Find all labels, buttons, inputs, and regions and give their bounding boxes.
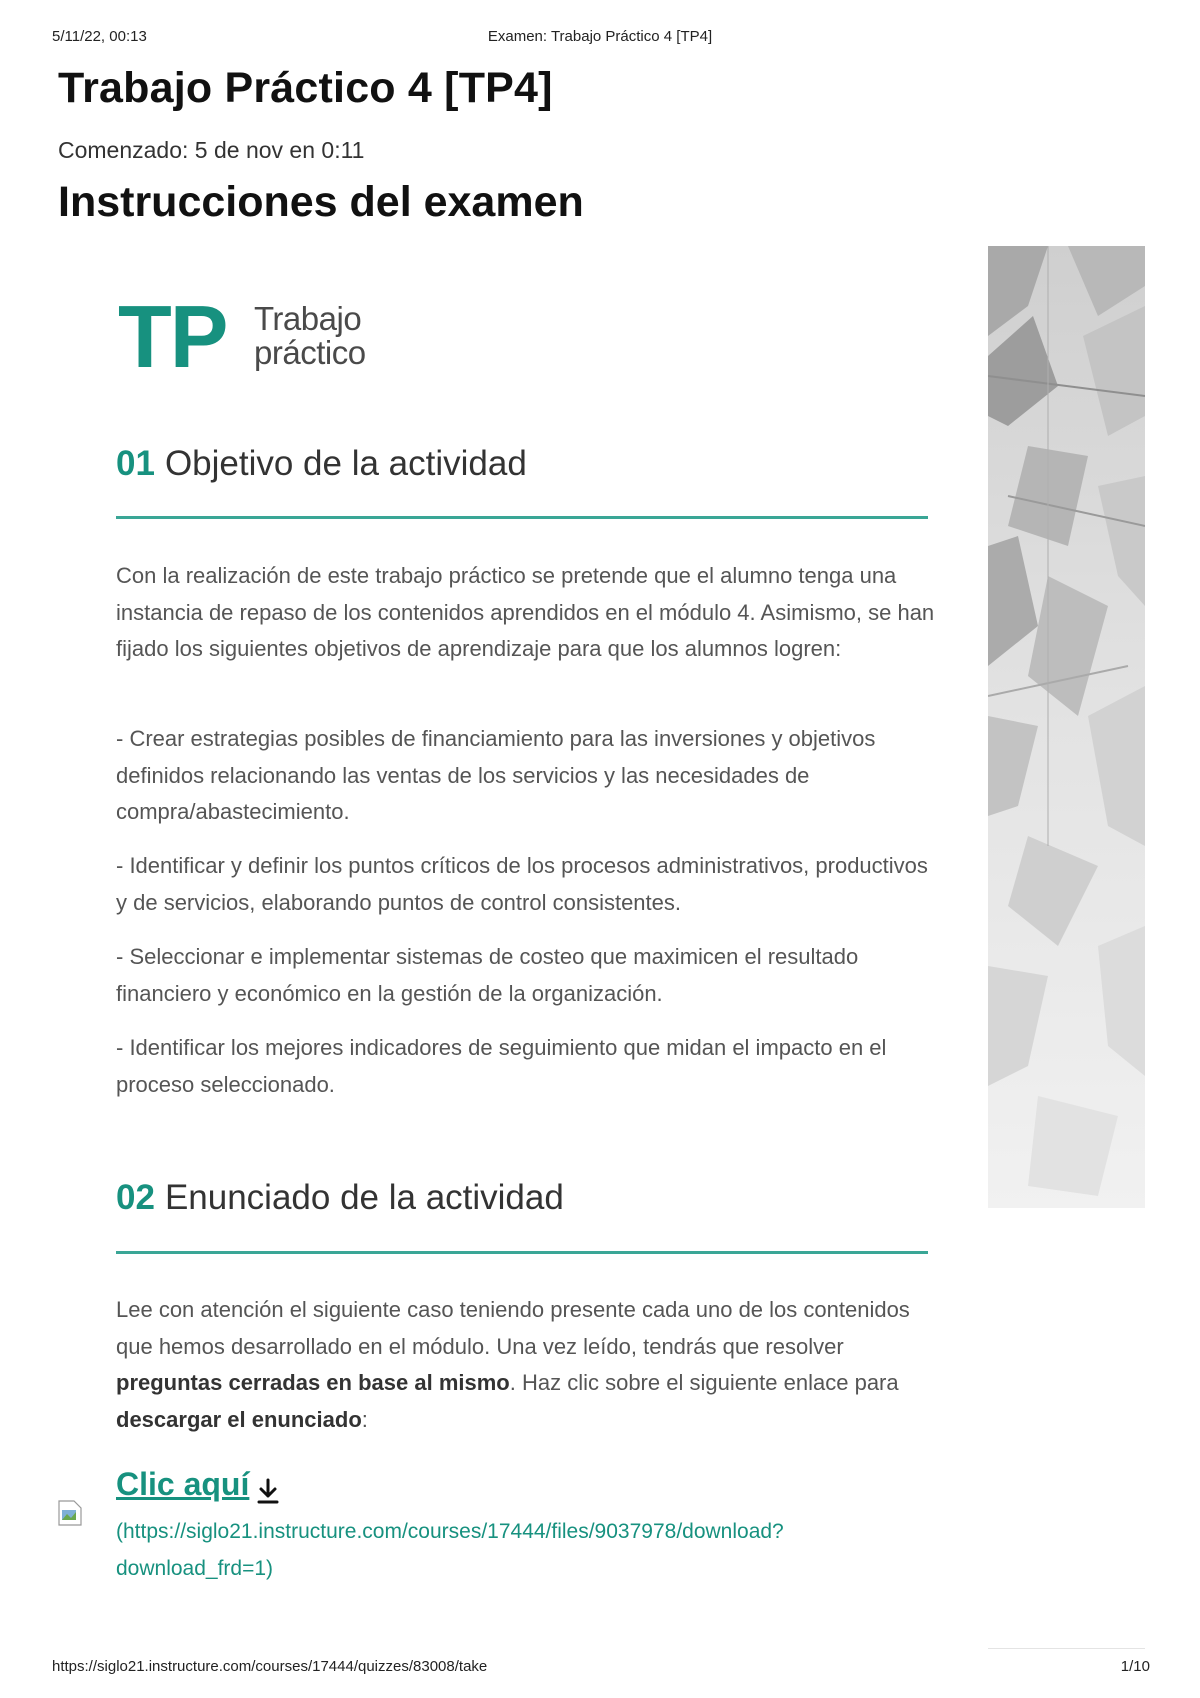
- print-header: [0, 28, 1200, 48]
- section-number: 01: [116, 444, 155, 483]
- section-heading-objetivo: [116, 444, 527, 484]
- section-label: Objetivo de la actividad: [164, 444, 527, 483]
- objective-item: - Identificar y definir los puntos críticos de los procesos administrativos, productivos y de servicios, elaborando puntos de control consistentes.: [116, 853, 928, 915]
- logo-abbr: TP: [118, 287, 227, 386]
- print-title: Examen: Trabajo Práctico 4 [TP4]: [487, 28, 713, 45]
- logo-word-2: práctico: [254, 334, 366, 371]
- text-fragment: Lee con atención el siguiente caso teniendo presente cada uno de los contenidos que hemos desarrollado en el módulo. Una vez leído, tendrás que resolver: [116, 1297, 910, 1359]
- broken-image-icon: [58, 1500, 82, 1526]
- bold-fragment: descargar el enunciado: [116, 1406, 362, 1432]
- logo-word-1: Trabajo: [254, 300, 362, 337]
- page-title: Trabajo Práctico 4 [TP4]: [58, 64, 553, 112]
- section-heading-enunciado: [116, 1178, 564, 1218]
- objective-item: - Seleccionar e implementar sistemas de costeo que maximicen el resultado financiero y económico en la gestión de la organización.: [116, 944, 859, 1006]
- text-fragment: :: [361, 1406, 368, 1432]
- started-timestamp: Comenzado: 5 de nov en 0:11: [58, 137, 365, 163]
- objective-item: - Identificar los mejores indicadores de seguimiento que midan el impacto en el proceso seleccionado.: [116, 1035, 887, 1097]
- footer-url: https://siglo21.instructure.com/courses/17444/quizzes/83008/take: [52, 1658, 488, 1675]
- section-label: Enunciado de la actividad: [164, 1178, 564, 1217]
- objective-item: - Crear estrategias posibles de financiamiento para las inversiones y objetivos definidos relacionando las ventas de los servicios y las necesidades de compra/abastecimiento.: [116, 726, 876, 824]
- print-date: 5/11/22, 00:13: [52, 28, 147, 45]
- section-divider: [116, 516, 928, 519]
- concrete-structure-graphic: [988, 246, 1145, 1208]
- section-divider: [116, 1251, 928, 1254]
- section-number: 02: [116, 1178, 155, 1217]
- download-url[interactable]: (https://siglo21.instructure.com/courses/17444/files/9037978/download?download_frd=1): [116, 1520, 784, 1580]
- text-fragment: . Haz clic sobre el siguiente enlace para: [509, 1370, 899, 1395]
- footer-divider: [988, 1648, 1145, 1649]
- download-link-block: [116, 1466, 281, 1505]
- bold-fragment: preguntas cerradas en base al mismo: [116, 1370, 510, 1395]
- decorative-architecture-image: [988, 246, 1145, 1208]
- download-icon[interactable]: [255, 1477, 281, 1505]
- download-link[interactable]: Clic aquí: [116, 1466, 250, 1502]
- page-counter: 1/10: [1120, 1658, 1150, 1675]
- instructions-heading: Instrucciones del examen: [58, 178, 584, 226]
- paragraph-enunciado: [116, 1292, 936, 1438]
- paragraph-intro: Con la realización de este trabajo práctico se pretende que el alumno tenga una instancia de repaso de los contenidos aprendidos en el módulo 4. Asimismo, se han fijado los siguientes objetivos de aprendizaje para que los alumnos logren:: [116, 563, 935, 661]
